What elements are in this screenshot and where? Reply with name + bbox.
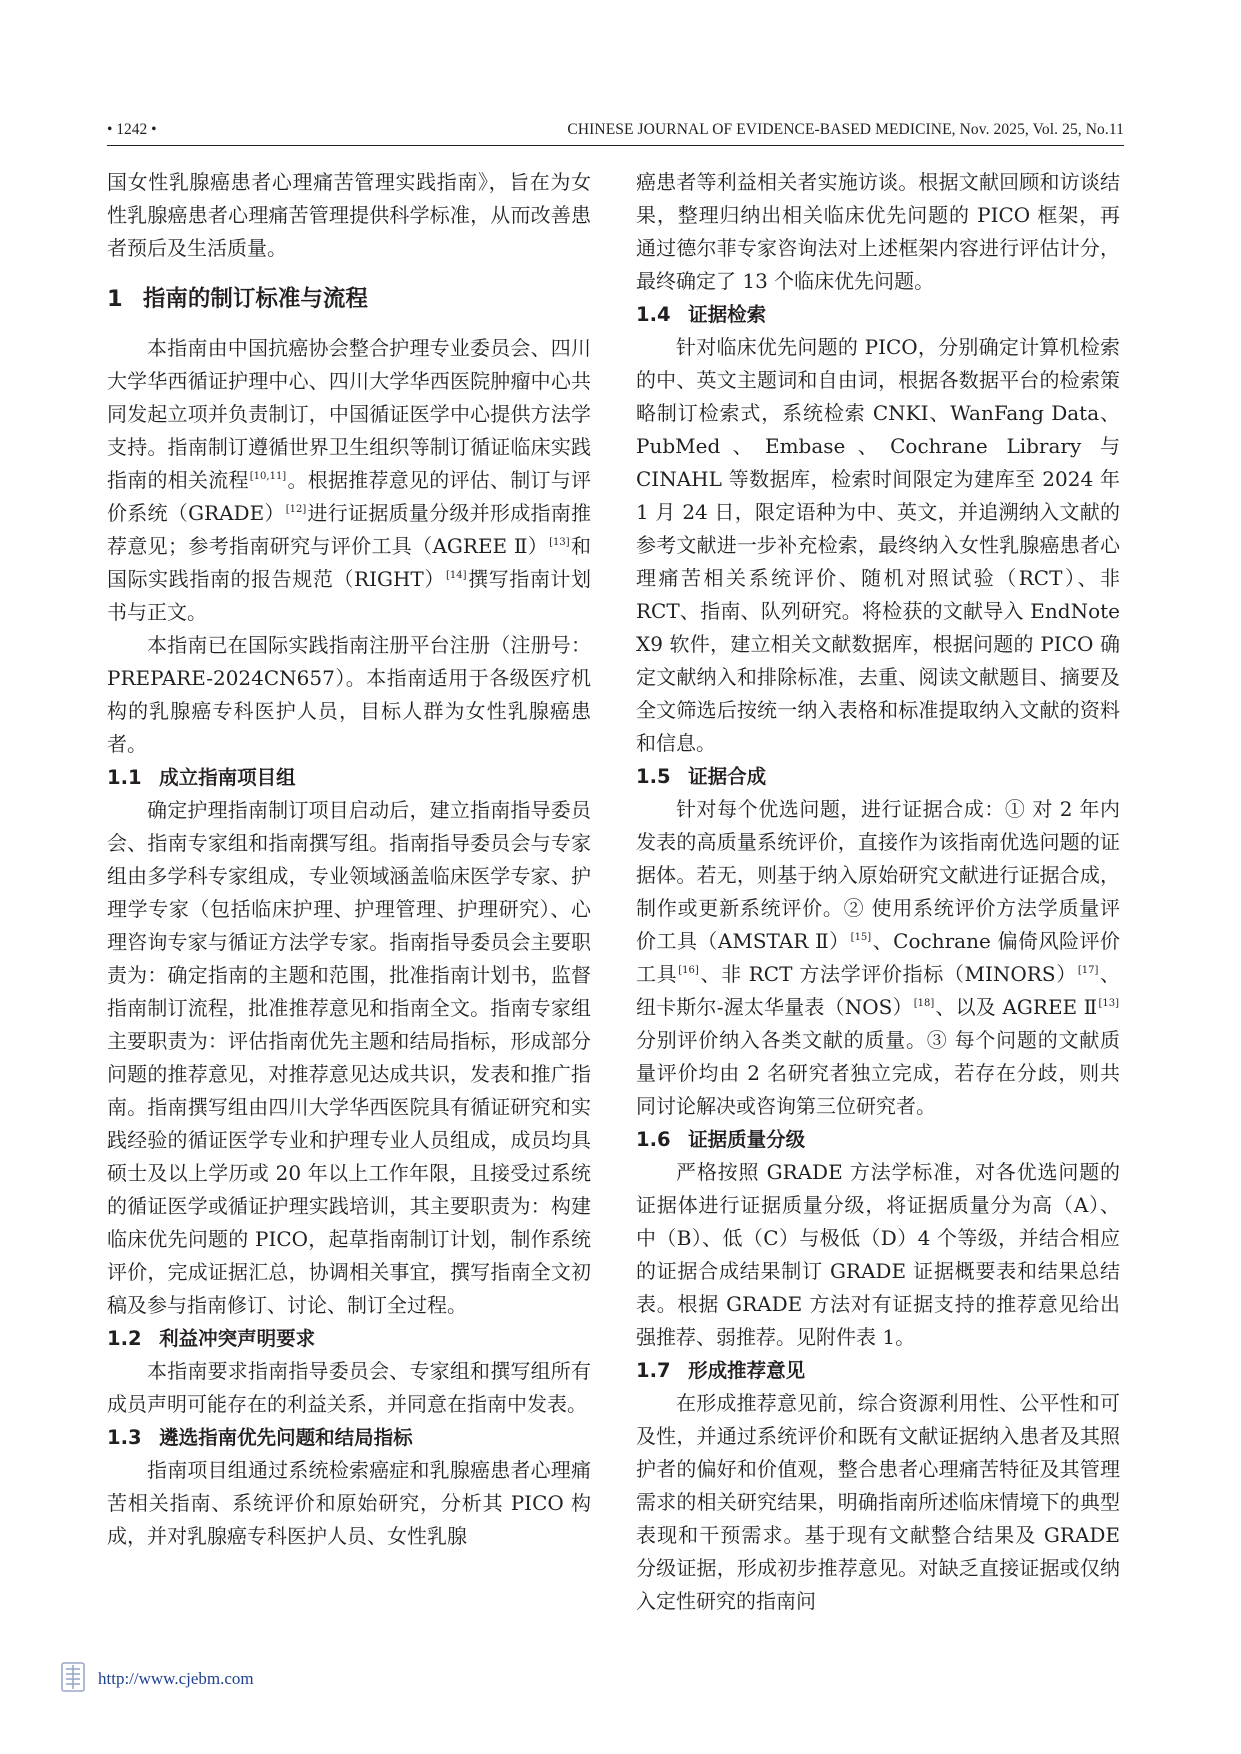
subsection-number: 1.2	[107, 1327, 142, 1350]
text-run: 针对每个优选问题，进行证据合成：① 对 2 年内发表的高质量系统评价，直接作为该指南优选问题的证据体。若无，则基于纳入原始研究文献进行证据合成，制作或更新系统评价。② 使用系统评价方法学质量评价工具（AMSTAR Ⅱ）	[636, 797, 1120, 953]
subsection-1-2-heading	[107, 1322, 591, 1355]
subsection-1-6-heading	[636, 1123, 1120, 1156]
section-title: 指南的制订标准与流程	[142, 286, 368, 312]
journal-logo-icon	[60, 1660, 86, 1694]
text-run: 。根据推荐意见的评估、制订与评价系统（GRADE）	[107, 468, 591, 525]
subsection-1-2-text: 本指南要求指南指导委员会、专家组和撰写组所有成员声明可能存在的利益关系，并同意在指南中发表。	[107, 1359, 591, 1416]
subsection-title: 证据检索	[688, 303, 767, 326]
subsection-1-5-heading	[636, 760, 1120, 793]
subsection-number: 1.1	[107, 766, 142, 789]
intro-continuation: 国女性乳腺癌患者心理痛苦管理实践指南》，旨在为女性乳腺癌患者心理痛苦管理提供科学标准，从而改善患者预后及生活质量。	[107, 170, 591, 260]
citation-ref[interactable]: [17]	[1077, 965, 1099, 976]
left-column	[107, 166, 591, 1661]
header-rule	[107, 145, 1124, 146]
subsection-number: 1.7	[636, 1359, 671, 1382]
citation-ref[interactable]: [13]	[1098, 998, 1119, 1009]
citation-ref[interactable]: [13]	[549, 537, 570, 548]
section-1-heading	[107, 282, 591, 316]
page-number: • 1242 •	[107, 121, 157, 138]
text-run: 本指南由中国抗癌协会整合护理专业委员会、四川大学华西循证护理中心、四川大学华西医院肿瘤中心共同发起立项并负责制订，中国循证医学中心提供方法学支持。指南制订遵循世界卫生组织等制订循证临床实践指南的相关流程	[107, 336, 591, 492]
subsection-number: 1.6	[636, 1128, 671, 1151]
subsection-title: 遴选指南优先问题和结局指标	[159, 1426, 413, 1449]
journal-citation: CHINESE JOURNAL OF EVIDENCE-BASED MEDICINE, Nov. 2025, Vol. 25, No.11	[567, 121, 1124, 138]
subsection-number: 1.5	[636, 765, 671, 788]
subsection-1-3-text: 指南项目组通过系统检索癌症和乳腺癌患者心理痛苦相关指南、系统评价和原始研究，分析其 PICO 构成，并对乳腺癌专科医护人员、女性乳腺	[107, 1458, 591, 1548]
right-column	[636, 166, 1120, 1661]
subsection-number: 1.3	[107, 1426, 142, 1449]
subsection-1-1-heading	[107, 761, 591, 794]
subsection-1-4-heading	[636, 298, 1120, 331]
text-run: 撰写指南计划书与正文。	[107, 567, 591, 624]
subsection-1-5-text	[636, 793, 1120, 1123]
citation-ref[interactable]: [12]	[285, 504, 307, 515]
section-number: 1	[107, 286, 123, 312]
subsection-1-7-heading	[636, 1354, 1120, 1387]
subsection-1-6-text: 严格按照 GRADE 方法学标准，对各优选问题的证据体进行证据质量分级，将证据质量分为高（A）、中（B）、低（C）与极低（D）4 个等级，并结合相应的证据合成结果制订 GRADE 证据概要表和结果总结表。根据 GRADE 方法对有证据支持的推荐意见给出强推荐、弱推荐。见附件表 1。	[636, 1160, 1120, 1349]
subsection-title: 利益冲突声明要求	[159, 1327, 316, 1350]
subsection-number: 1.4	[636, 303, 671, 326]
subsection-title: 证据质量分级	[688, 1128, 806, 1151]
citation-ref[interactable]: [18]	[913, 998, 935, 1009]
text-run: 和国际实践指南的报告规范（RIGHT）	[107, 534, 591, 591]
text-run: 、纽卡斯尔-渥太华量表（NOS）	[636, 962, 1120, 1019]
text-run: 、Cochrane 偏倚风险评价工具	[636, 929, 1120, 986]
journal-url-link[interactable]: http://www.cjebm.com	[98, 1669, 254, 1688]
citation-ref[interactable]: [16]	[678, 965, 699, 976]
text-run: 进行证据质量分级并形成指南推荐意见；参考指南研究与评价工具（AGREE Ⅱ）	[107, 501, 591, 558]
subsection-1-1-text: 确定护理指南制订项目启动后，建立指南指导委员会、指南专家组和指南撰写组。指南指导委员会与专家组由多学科专家组成，专业领域涵盖临床医学专家、护理学专家（包括临床护理、护理管理、护理研究）、心理咨询专家与循证方法学专家。指南指导委员会主要职责为：确定指南的主题和范围，批准指南计划书，监督指南制订流程，批准推荐意见和指南全文。指南专家组主要职责为：评估指南优先主题和结局指标，形成部分问题的推荐意见，对推荐意见达成共识，发表和推广指南。指南撰写组由四川大学华西医院具有循证研究和实践经验的循证医学专业和护理专业人员组成，成员均具硕士及以上学历或 20 年以上工作年限，且接受过系统的循证医学或循证护理实践培训，其主要职责为：构建临床优先问题的 PICO，起草指南制订计划，制作系统评价，完成证据汇总，协调相关事宜，撰写指南全文初稿及参与指南修订、讨论、制订全过程。	[107, 798, 591, 1317]
running-header	[107, 117, 1124, 145]
subsection-1-3-continuation: 癌患者等利益相关者实施访谈。根据文献回顾和访谈结果，整理归纳出相关临床优先问题的 PICO 框架，再通过德尔菲专家咨询法对上述框架内容进行评估计分，最终确定了 13 个临床优先问题。	[636, 170, 1120, 293]
citation-ref[interactable]: [14]	[445, 570, 467, 581]
subsection-1-7-text: 在形成推荐意见前，综合资源利用性、公平性和可及性，并通过系统评价和既有文献证据纳入患者及其照护者的偏好和价值观，整合患者心理痛苦特征及其管理需求的相关研究结果，明确指南所述临床情境下的典型表现和干预需求。基于现有文献整合结果及 GRADE 分级证据，形成初步推荐意见。对缺乏直接证据或仅纳入定性研究的指南问	[636, 1391, 1120, 1613]
subsection-1-3-heading	[107, 1421, 591, 1454]
citation-ref[interactable]: [10,11]	[249, 471, 287, 482]
section-1-paragraph-1	[107, 332, 591, 629]
subsection-title: 成立指南项目组	[159, 766, 296, 789]
text-run: 、以及 AGREE Ⅱ	[935, 995, 1098, 1019]
section-1-paragraph-2: 本指南已在国际实践指南注册平台注册（注册号：PREPARE-2024CN657）。本指南适用于各级医疗机构的乳腺癌专科医护人员，目标人群为女性乳腺癌患者。	[107, 633, 591, 756]
page-footer	[60, 1660, 460, 1696]
subsection-title: 形成推荐意见	[688, 1359, 806, 1382]
subsection-title: 证据合成	[688, 765, 767, 788]
text-run: 分别评价纳入各类文献的质量。③ 每个问题的文献质量评价均由 2 名研究者独立完成，若存在分歧，则共同讨论解决或咨询第三位研究者。	[636, 1028, 1120, 1118]
subsection-1-4-text: 针对临床优先问题的 PICO，分别确定计算机检索的中、英文主题词和自由词，根据各数据平台的检索策略制订检索式，系统检索 CNKI、WanFang Data、PubMed、Embase、Cochrane Library 与 CINAHL 等数据库，检索时间限定为建库至 2024 年 1 月 24 日，限定语种为中、英文，并追溯纳入文献的参考文献进一步补充检索，最终纳入女性乳腺癌患者心理痛苦相关系统评价、随机对照试验（RCT）、非 RCT、指南、队列研究。将检获的文献导入 EndNote X9 软件，建立相关文献数据库，根据问题的 PICO 确定文献纳入和排除标准，去重、阅读文献题目、摘要及全文筛选后按统一纳入表格和标准提取纳入文献的资料和信息。	[636, 335, 1120, 755]
citation-ref[interactable]: [15]	[850, 932, 872, 943]
text-run: 、非 RCT 方法学评价指标（MINORS）	[699, 962, 1077, 986]
